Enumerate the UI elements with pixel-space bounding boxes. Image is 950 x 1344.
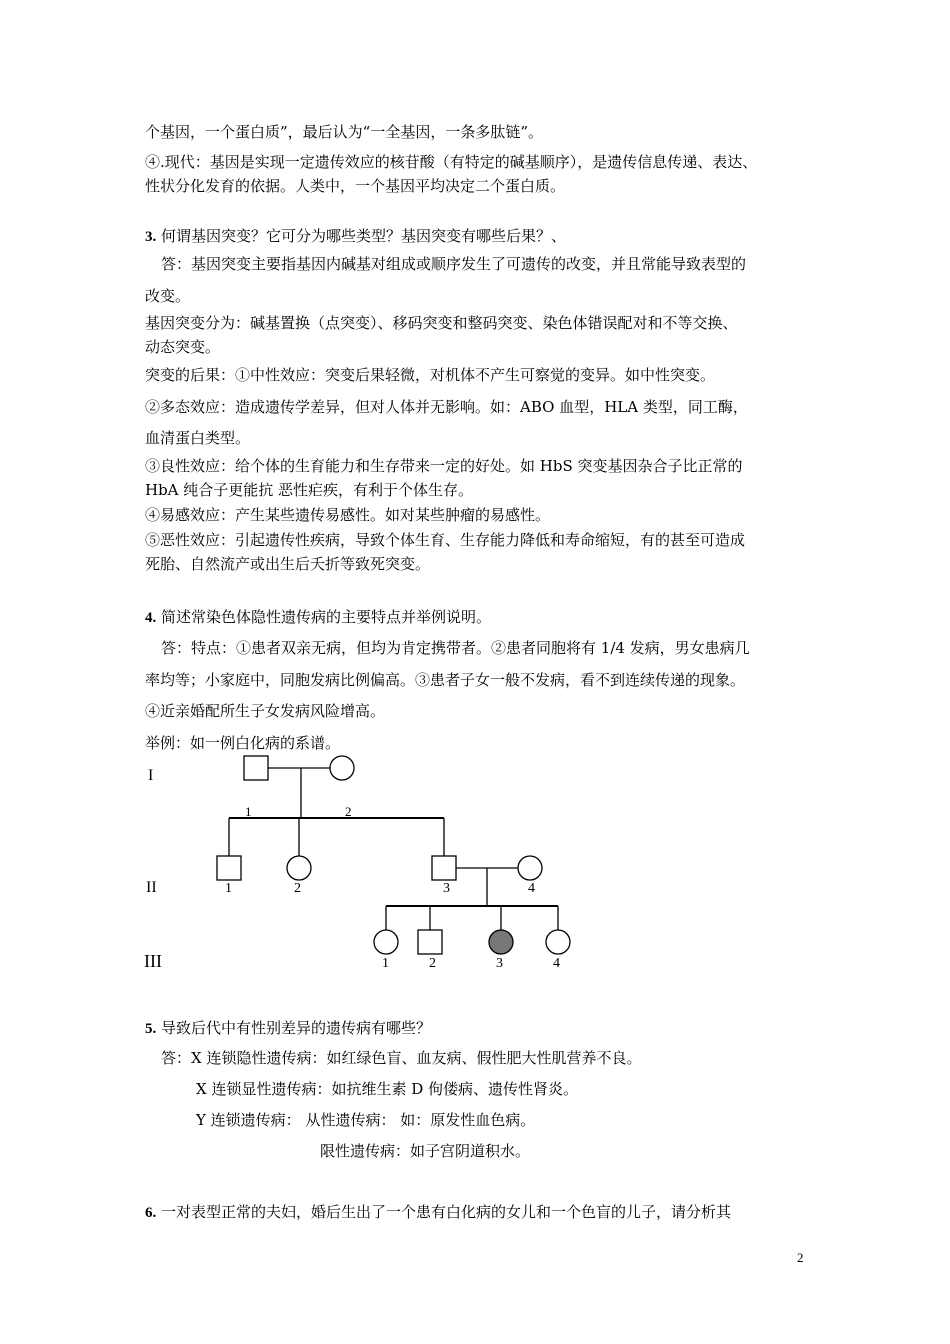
pedigree-male-II-3 — [432, 856, 456, 880]
text-line: 血清蛋白类型。 — [145, 429, 251, 447]
individual-number: 1 — [225, 881, 232, 896]
individual-number: 1 — [245, 804, 252, 819]
text-line: Y 连锁遗传病： 从性遗传病： 如：原发性血色病。 — [196, 1111, 536, 1129]
question-number: 6. — [145, 1205, 157, 1221]
text-line: 个基因，一个蛋白质”，最后认为“一全基因，一条多肽链”。 — [145, 123, 544, 141]
text-line: ④易感效应：产生某些遗传易感性。如对某些肿瘤的易感性。 — [145, 506, 551, 524]
question-5 — [145, 1018, 431, 1039]
text-line: ②多态效应：造成遗传学差异，但对人体并无影响。如：ABO 血型，HLA 类型，同工酶， — [145, 398, 748, 416]
pedigree-affected-female-III-3 — [489, 930, 513, 954]
individual-number: 3 — [443, 881, 450, 896]
pedigree-female-III-4 — [546, 930, 570, 954]
question-text: 一对表型正常的夫妇，婚后生出了一个患有白化病的女儿和一个色盲的儿子，请分析其 — [161, 1203, 732, 1221]
individual-number: 2 — [294, 881, 301, 896]
individual-number: 4 — [553, 956, 560, 971]
text-line: 率均等；小家庭中，同胞发病比例偏高。③患者子女一般不发病，看不到连续传递的现象。 — [145, 671, 746, 689]
generation-label-3: III — [144, 951, 162, 971]
text-line: ④近亲婚配所生子女发病风险增高。 — [145, 702, 386, 720]
text-line: 限性遗传病：如子宫阴道积水。 — [320, 1142, 531, 1160]
text-line: 举例：如一例白化病的系谱。 — [145, 734, 341, 752]
text-line: ⑤恶性效应：引起遗传性疾病，导致个体生育、生存能力降低和寿命缩短，有的甚至可造成 — [145, 531, 746, 549]
pedigree-male-III-2 — [418, 930, 442, 954]
question-text: 何谓基因突变？它可分为哪些类型？基因突变有哪些后果？、 — [161, 227, 567, 245]
text-line: 基因突变分为：碱基置换（点突变）、移码突变和整码突变、染色体错误配对和不等交换、 — [145, 314, 738, 332]
page-number: 2 — [797, 1250, 804, 1265]
pedigree-male-I-1 — [244, 756, 268, 780]
text-line: HbA 纯合子更能抗 恶性疟疾，有利于个体生存。 — [145, 481, 474, 499]
pedigree-female-III-1 — [374, 930, 398, 954]
text-line: 动态突变。 — [145, 338, 221, 356]
individual-number: 2 — [345, 804, 352, 819]
question-text: 导致后代中有性别差异的遗传病有哪些？ — [161, 1019, 432, 1037]
pedigree-female-II-4 — [518, 856, 542, 880]
text-line: 死胎、自然流产或出生后夭折等致死突变。 — [145, 555, 431, 573]
question-number: 4. — [145, 610, 157, 626]
text-line: 突变的后果：①中性效应：突变后果轻微，对机体不产生可察觉的变异。如中性突变。 — [145, 366, 716, 384]
text-line: 答：特点：①患者双亲无病，但均为肯定携带者。②患者同胞将有 1/4 发病，男女患病几 — [161, 639, 750, 657]
question-number: 3. — [145, 229, 157, 245]
individual-number: 1 — [382, 956, 389, 971]
generation-label-1: I — [148, 767, 154, 784]
question-number: 5. — [145, 1021, 157, 1037]
pedigree-male-II-1 — [217, 856, 241, 880]
question-6 — [145, 1202, 731, 1223]
generation-label-2: II — [146, 879, 157, 896]
text-line: 答：X 连锁隐性遗传病：如红绿色盲、血友病、假性肥大性肌营养不良。 — [161, 1049, 642, 1067]
question-text: 简述常染色体隐性遗传病的主要特点并举例说明。 — [161, 608, 492, 626]
individual-number: 4 — [528, 881, 535, 896]
individual-number: 3 — [496, 956, 503, 971]
text-line: X 连锁显性遗传病：如抗维生素 D 佝偻病、遗传性肾炎。 — [196, 1080, 579, 1098]
text-line: 改变。 — [145, 287, 191, 305]
text-line: 答：基因突变主要指基因内碱基对组成或顺序发生了可遗传的改变，并且常能导致表型的 — [161, 255, 747, 273]
text-line: ③良性效应：给个体的生育能力和生存带来一定的好处。如 HbS 突变基因杂合子比正常的 — [145, 457, 743, 475]
pedigree-female-I-2 — [330, 756, 354, 780]
text-line: 性状分化发育的依据。人类中，一个基因平均决定二个蛋白质。 — [145, 177, 566, 195]
text-line: ④.现代：基因是实现一定遗传效应的核苷酸（有特定的碱基顺序），是遗传信息传递、表达、 — [145, 153, 758, 171]
individual-number: 2 — [429, 956, 436, 971]
pedigree-female-II-2 — [287, 856, 311, 880]
